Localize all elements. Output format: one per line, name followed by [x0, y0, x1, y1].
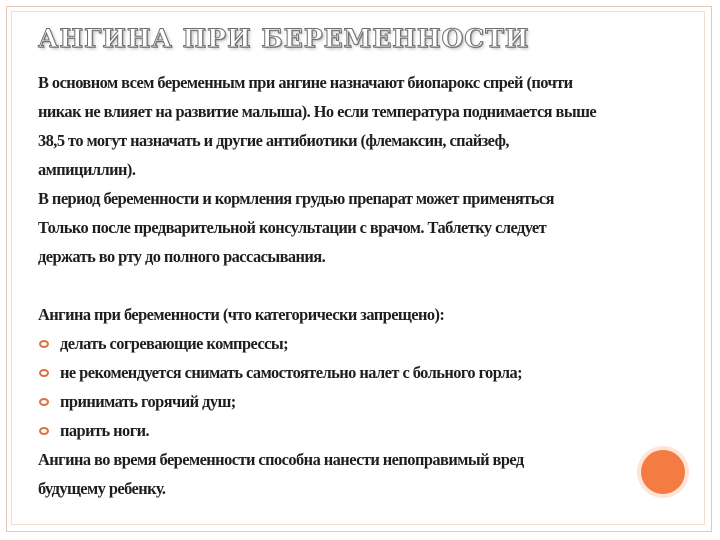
list-item-text: принимать горячий душ; [60, 392, 236, 411]
body-line: никак не влияет на развитие малыша). Но если температура поднимается выше [38, 102, 597, 121]
conclusion-line: Ангина во время беременности способна нанести непоправимый вред [38, 450, 524, 469]
body-line: Только после предварительной консультации с врачом. Таблетку следует [38, 218, 547, 237]
spacer [38, 271, 688, 300]
list-item [38, 416, 688, 445]
list-item-text: парить ноги. [60, 421, 150, 440]
body-line: держать во рту до полного рассасывания. [38, 247, 326, 266]
ring-bullet-icon [39, 427, 49, 435]
list-item-text: не рекомендуется снимать самостоятельно налет с больного горла; [60, 363, 523, 382]
ring-bullet-icon [39, 398, 49, 406]
slide-body [38, 68, 688, 503]
body-line: В основном всем беременным при ангине назначают биопарокс спрей (почти [38, 73, 573, 92]
list-item [38, 329, 688, 358]
prohibited-heading: Ангина при беременности (что категорически запрещено): [38, 305, 445, 324]
slide-title: АНГИНА ПРИ БЕРЕМЕННОСТИ [38, 24, 530, 53]
decorative-circle-icon [641, 450, 685, 494]
ring-bullet-icon [39, 369, 49, 377]
body-line: ампициллин). [38, 160, 136, 179]
list-item-text: делать согревающие компрессы; [60, 334, 289, 353]
body-line: В период беременности и кормления грудью препарат может применяться [38, 189, 554, 208]
body-line: 38,5 то могут назначать и другие антибиотики (флемаксин, спайзеф, [38, 131, 509, 150]
list-item [38, 358, 688, 387]
ring-bullet-icon [39, 340, 49, 348]
conclusion-line: будущему ребенку. [38, 479, 166, 498]
list-item [38, 387, 688, 416]
